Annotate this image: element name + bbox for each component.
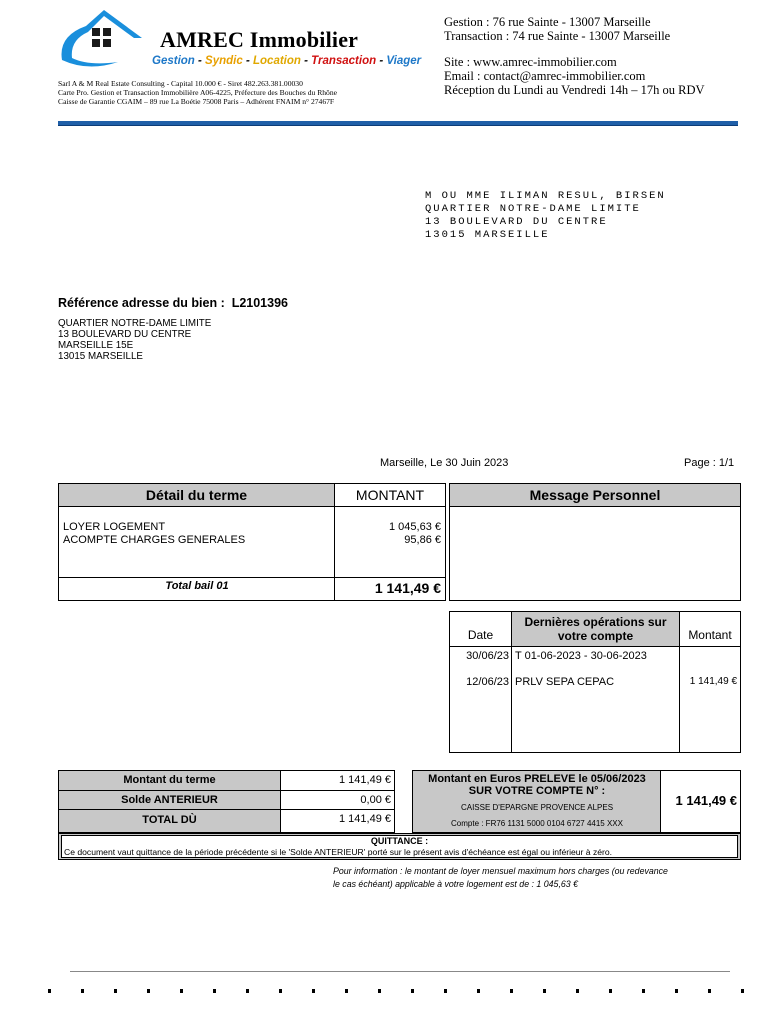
ops-col-label: Dernières opérations sur votre compte (511, 612, 680, 646)
page-number: Page : 1/1 (684, 457, 735, 469)
debit-title-line2: SUR VOTRE COMPTE N° : (468, 785, 606, 797)
detail-header-amount: MONTANT (335, 484, 445, 507)
perforation-dot (48, 989, 51, 993)
message-box (449, 483, 741, 601)
footer-rule (70, 971, 730, 972)
tagline-part: - (194, 55, 206, 67)
legal-line: Caisse de Garantie CGAIM – 89 rue La Boétie 75008 Paris – Adhérent FNAIM n° 27467F (58, 97, 335, 106)
detail-total-amount: 1 141,49 € (374, 580, 441, 596)
quittance-text: Ce document vaut quittance de la période précédente si le 'Solde ANTERIEUR' porté sur le présent avis d'échéance est égal ou inférieur à zéro. (64, 847, 613, 857)
perforation-dot (147, 989, 150, 993)
message-header: Message Personnel (450, 484, 740, 507)
perforation-dot (609, 989, 612, 993)
info-line: Pour information : le montant de loyer mensuel maximum hors charges (ou redevance (333, 866, 668, 876)
detail-item-amount: 95,86 € (404, 534, 441, 546)
tagline-part: Location (253, 55, 301, 67)
legal-line: Carte Pro. Gestion et Transaction Immobilière A06-4225, Préfecture des Bouches du Rhône (58, 88, 338, 97)
tagline-part: Syndic (205, 55, 243, 67)
recipient-line: 13015 MARSEILLE (425, 229, 550, 241)
ops-row-date: 30/06/23 (466, 650, 509, 662)
perforation-dot (114, 989, 117, 993)
header-rule (58, 121, 738, 126)
perforation-dot (477, 989, 480, 993)
recipient-line: QUARTIER NOTRE-DAME LIMITE (425, 203, 641, 215)
direct-debit-box (412, 770, 741, 833)
quittance-inner (61, 835, 738, 858)
perforation-dot (246, 989, 249, 993)
perforation-dot (576, 989, 579, 993)
contact-gestion: Gestion : 76 rue Sainte - 13007 Marseille (444, 15, 651, 29)
summary-value-total: 1 141,49 € (339, 813, 391, 825)
contact-hours: Réception du Lundi au Vendredi 14h – 17h ou RDV (444, 83, 705, 97)
summary-value-term: 1 141,49 € (339, 774, 391, 786)
legal-line: Sarl A & M Real Estate Consulting - Capital 10.000 € - Siret 482.263.381.00030 (58, 79, 303, 88)
ops-row-amount: 1 141,49 € (689, 676, 737, 687)
contact-email: Email : contact@amrec-immobilier.com (444, 69, 646, 83)
perforation-dot (180, 989, 183, 993)
perforation-dot (411, 989, 414, 993)
property-address-line: 13015 MARSEILLE (58, 351, 143, 362)
property-reference (58, 296, 288, 310)
contact-transaction: Transaction : 74 rue Sainte - 13007 Marseille (444, 29, 671, 43)
direct-debit-details (413, 771, 661, 832)
recipient-line: M OU MME ILIMAN RESUL, BIRSEN (425, 190, 666, 202)
perforation-dot (279, 989, 282, 993)
detail-table (58, 483, 446, 601)
tagline-part: - (376, 55, 387, 67)
tagline-part: - (242, 55, 253, 67)
ops-row-label: PRLV SEPA CEPAC (515, 676, 615, 688)
ops-row-label: T 01-06-2023 - 30-06-2023 (515, 650, 647, 662)
summary-label-previous: Solde ANTERIEUR (59, 791, 281, 810)
row-divider (59, 577, 445, 578)
debit-amount: 1 141,49 € (675, 793, 737, 808)
property-ref-value: L2101396 (231, 296, 288, 310)
debit-bank-name: CAISSE D'EPARGNE PROVENCE ALPES (460, 803, 614, 812)
info-line: le cas échéant) applicable à votre logement est de : 1 045,63 € (333, 879, 579, 889)
summary-label-term: Montant du terme (59, 771, 281, 791)
perforation-dot (312, 989, 315, 993)
column-divider (511, 646, 512, 752)
perforation-dot (510, 989, 513, 993)
ops-col-date: Date (467, 628, 494, 642)
perforation-dot (741, 989, 744, 993)
detail-header-label: Détail du terme (59, 484, 335, 507)
perforation-dot (444, 989, 447, 993)
perforation-dot (642, 989, 645, 993)
brand-tagline (152, 55, 421, 67)
recipient-line: 13 BOULEVARD DU CENTRE (425, 216, 608, 228)
operations-table (449, 611, 741, 753)
contact-site: Site : www.amrec-immobilier.com (444, 55, 617, 69)
quittance-box (58, 833, 741, 860)
detail-item-label: LOYER LOGEMENT (63, 521, 166, 533)
detail-total-label: Total bail 01 (165, 580, 229, 592)
column-divider (679, 646, 680, 752)
detail-item-amount: 1 045,63 € (389, 521, 441, 533)
brand-name: AMREC Immobilier (160, 27, 359, 52)
tagline-part: Gestion (152, 55, 195, 67)
company-logo-icon (58, 4, 154, 74)
perforation-dot (81, 989, 84, 993)
perforation-dot (543, 989, 546, 993)
row-divider (450, 646, 740, 647)
perforation-dot (378, 989, 381, 993)
tagline-part: Viager (386, 55, 422, 67)
ops-row-date: 12/06/23 (466, 676, 509, 688)
tagline-part: - (300, 55, 312, 67)
property-address-line: MARSEILLE 15E (58, 340, 134, 351)
summary-value-previous: 0,00 € (360, 794, 391, 806)
perforation-dot (708, 989, 711, 993)
perforation-dot (345, 989, 348, 993)
tagline-part: Transaction (311, 55, 377, 67)
debit-account-number: Compte : FR76 1131 5000 0104 6727 4415 XXX (451, 819, 623, 828)
debit-title-line1: Montant en Euros PRELEVE le 05/06/2023 (428, 773, 646, 785)
property-address-line: 13 BOULEVARD DU CENTRE (58, 329, 192, 340)
property-address-line: QUARTIER NOTRE-DAME LIMITE (58, 318, 212, 329)
detail-item-label: ACOMPTE CHARGES GENERALES (63, 534, 246, 546)
summary-label-total: TOTAL DÙ (59, 810, 281, 832)
ops-col-amount: Montant (688, 628, 732, 642)
document-date: Marseille, Le 30 Juin 2023 (380, 457, 509, 469)
summary-table (58, 770, 395, 833)
quittance-title: QUITTANCE : (370, 836, 429, 846)
property-ref-label: Référence adresse du bien : (58, 296, 225, 310)
row-divider (281, 790, 394, 791)
perforation-dot (675, 989, 678, 993)
perforation-dot (213, 989, 216, 993)
